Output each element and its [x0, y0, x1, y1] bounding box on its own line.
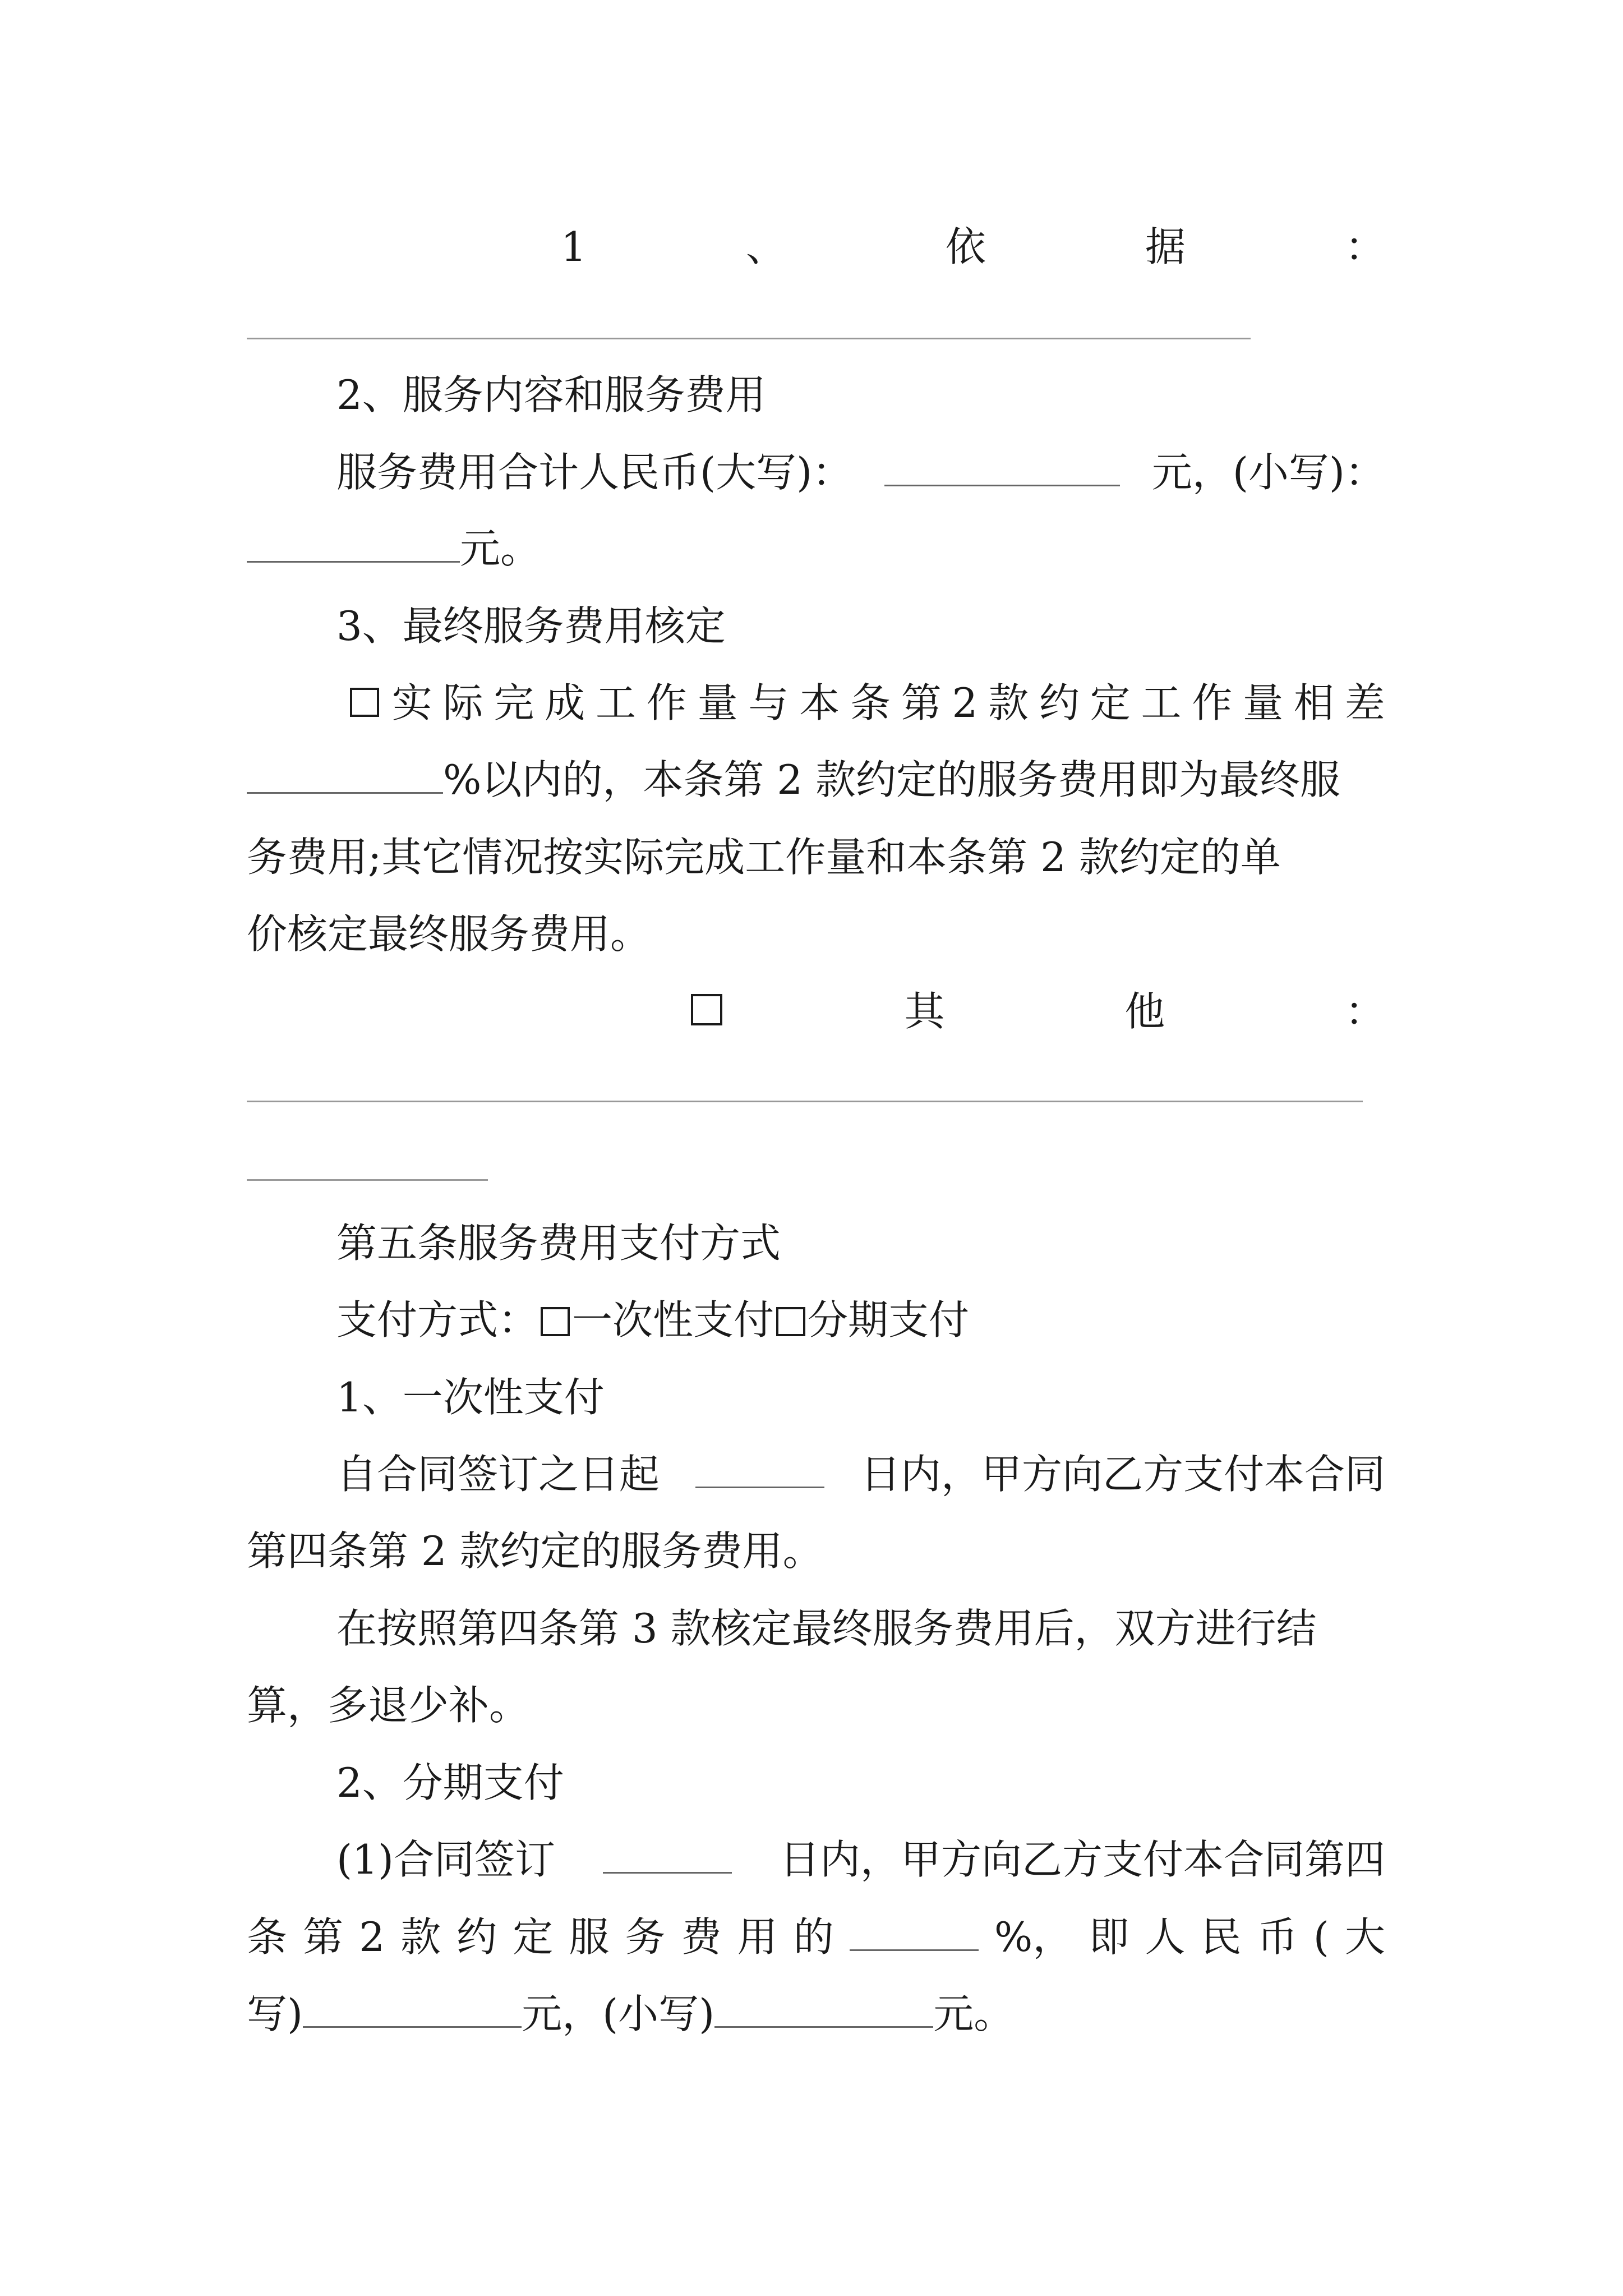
installment-amount-figures-blank[interactable] [714, 1990, 933, 2028]
installment-checkbox[interactable] [776, 1307, 805, 1336]
clause1-char-1: 依 [945, 223, 986, 270]
lump-sum-p1-line2: 第四条第 2 款约定的服务费用。 [247, 1527, 823, 1575]
clause2-total-mid: 元，(小写)： [1151, 449, 1385, 496]
other-checkbox[interactable] [691, 994, 722, 1025]
text-char: %， [994, 1913, 1073, 1961]
text-char: 用 [737, 1913, 778, 1961]
text-char: 作 [1192, 679, 1233, 726]
clause1-fill-line[interactable] [247, 338, 1251, 339]
clause3-option1-line4: 价核定最终服务费用。 [247, 910, 651, 958]
installment-p1-prefix: (1)合同签订 [336, 1836, 555, 1883]
text-char: 工 [595, 679, 636, 726]
total-amount-figures-blank[interactable] [247, 525, 460, 563]
text-char: 人 [1145, 1913, 1186, 1961]
text-char: 与 [748, 679, 789, 726]
percentage-difference-blank[interactable] [247, 756, 443, 794]
text-char: 际 [442, 679, 483, 726]
lump-sum-p2-line1: 在按照第四条第 3 款核定最终服务费用后，双方进行结 [336, 1605, 1317, 1652]
text-char: 款 [988, 679, 1029, 726]
lump-sum-p2-line2: 算，多退少补。 [247, 1682, 530, 1729]
lump-sum-heading: 1、一次性支付 [336, 1374, 605, 1421]
clause2-heading: 2、服务内容和服务费用 [336, 371, 766, 418]
clause1-char-2: 据 [1145, 223, 1186, 270]
text-char: 2 [359, 1913, 385, 1961]
text-char: 第 [901, 679, 942, 726]
clause3-option1-line3: 务费用;其它情况按实际完成工作量和本条第 2 款约定的单 [247, 834, 1281, 881]
text-char: 费 [681, 1913, 722, 1961]
installment-days-blank[interactable] [603, 1836, 732, 1874]
text-char: 约 [457, 1913, 497, 1961]
installment-p1-line3-c: 元。 [933, 1990, 1015, 2037]
text-char: 完 [494, 679, 534, 726]
text-char: 量 [697, 679, 738, 726]
lump-sum-option: 一次性支付 [572, 1296, 774, 1343]
text-char: 本 [799, 679, 840, 726]
installment-percentage-blank[interactable] [850, 1913, 979, 1951]
installment-p1-line3-a: 写) [247, 1990, 303, 2037]
option1-checkbox[interactable] [350, 688, 379, 717]
lump-sum-days-blank[interactable] [695, 1451, 824, 1488]
clause3-option1-line2 [247, 753, 1385, 807]
installment-amount-words-blank[interactable] [303, 1990, 522, 2028]
text-char: 即 [1089, 1913, 1129, 1961]
clause3-option1-line2-text: %以内的，本条第 2 款约定的服务费用即为最终服 [443, 756, 1340, 803]
lump-sum-p1-suffix: 日内，甲方向乙方支付本合同 [860, 1451, 1385, 1498]
text-char: 成 [545, 679, 585, 726]
text-char: 币 [1257, 1913, 1298, 1961]
text-char: 款 [400, 1913, 441, 1961]
clause3-other-line [689, 984, 1385, 1038]
clause2-total-line [336, 445, 1385, 499]
clause3-heading: 3、最终服务费用核定 [336, 602, 726, 650]
total-amount-words-blank[interactable] [884, 449, 1120, 486]
text-char: 服 [569, 1913, 610, 1961]
installment-p1-line3 [247, 1987, 1385, 2041]
text-char: 工 [1141, 679, 1182, 726]
text-char: 务 [625, 1913, 666, 1961]
clause2-total-prefix: 服务费用合计人民币(大写)： [336, 449, 853, 496]
text-char: 量 [1243, 679, 1284, 726]
lump-sum-p1-prefix: 自合同签订之日起 [336, 1451, 660, 1498]
clause2-total-end: 元。 [460, 525, 541, 572]
other-fill-line-2[interactable] [247, 1179, 488, 1181]
clause1-separator: 、 [745, 223, 786, 270]
text-char: 作 [646, 679, 687, 726]
text-char: 相 [1293, 679, 1334, 726]
text-char: 2 [952, 679, 978, 726]
other-fill-line-1[interactable] [247, 1101, 1363, 1102]
text-char: 第 [303, 1913, 344, 1961]
installment-p1-line2 [247, 1910, 1385, 1964]
payment-method-line [336, 1293, 1385, 1347]
text-char: 大 [1344, 1913, 1385, 1961]
text-char: 实 [391, 679, 432, 726]
installment-option: 分期支付 [808, 1296, 970, 1343]
clause2-total-end-line [247, 522, 1385, 576]
lump-sum-checkbox[interactable] [541, 1307, 570, 1336]
other-colon: ： [1344, 988, 1385, 1035]
installment-p1-line3-b: 元，(小写) [522, 1990, 715, 2037]
other-char-2: 他 [1124, 988, 1165, 1035]
text-char: 差 [1344, 679, 1385, 726]
text-char: 条 [247, 1913, 288, 1961]
clause3-option1-line1 [348, 676, 1385, 730]
text-char: ( [1313, 1913, 1329, 1961]
lump-sum-p1-line1 [336, 1447, 1385, 1501]
clause1-heading [561, 220, 1385, 274]
text-char: 定 [513, 1913, 554, 1961]
text-char: 约 [1039, 679, 1080, 726]
text-char: 民 [1201, 1913, 1242, 1961]
installment-p1-suffix: 日内，甲方向乙方支付本合同第四 [779, 1836, 1385, 1883]
installment-p1-line1 [336, 1833, 1385, 1887]
payment-method-label: 支付方式： [336, 1296, 539, 1343]
text-char: 的 [793, 1913, 834, 1961]
article5-heading: 第五条服务费用支付方式 [336, 1220, 781, 1267]
text-char: 条 [850, 679, 891, 726]
text-char: 定 [1090, 679, 1131, 726]
installment-heading: 2、分期支付 [336, 1759, 564, 1806]
other-char-1: 其 [904, 988, 945, 1035]
clause1-number: 1 [561, 223, 587, 270]
clause1-colon: ： [1344, 223, 1385, 270]
